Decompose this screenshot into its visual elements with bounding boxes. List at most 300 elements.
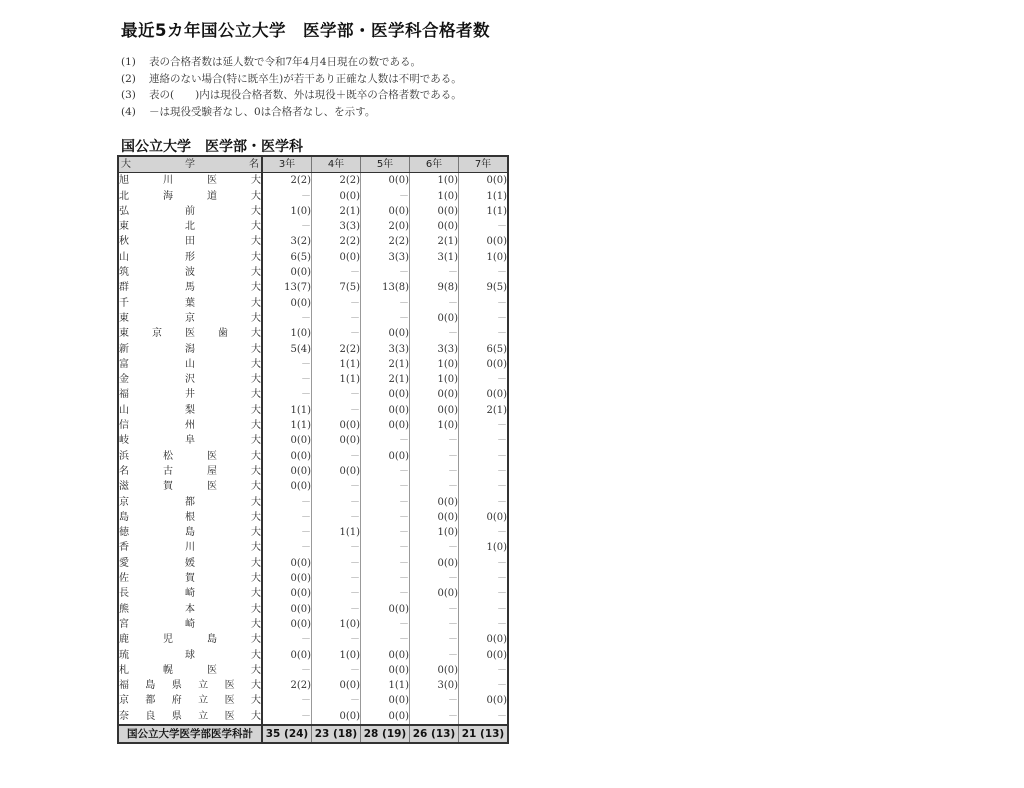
result-cell: 9(8) xyxy=(410,280,459,295)
note-item xyxy=(121,104,462,121)
result-cell: 0(0) xyxy=(361,663,410,678)
result-cell: 0(0) xyxy=(312,189,361,204)
university-name-char: 大 xyxy=(251,588,261,600)
university-name-char: 群 xyxy=(119,282,129,294)
result-cell: － xyxy=(361,556,410,571)
university-name-char: 大 xyxy=(251,420,261,432)
university-name xyxy=(118,571,262,586)
table-row xyxy=(118,663,508,678)
result-cell: 6(5) xyxy=(459,342,509,357)
university-name-char: 大 xyxy=(251,603,261,615)
table-row xyxy=(118,525,508,540)
table-body xyxy=(118,173,508,725)
university-name-char: 山 xyxy=(119,251,129,263)
university-name-char: 大 xyxy=(251,557,261,569)
result-cell: － xyxy=(459,418,509,433)
university-name-char: 島 xyxy=(185,527,195,539)
result-cell: 0(0) xyxy=(459,510,509,525)
note-text: 表の合格者数は延人数で令和7年4月4日現在の数である。 xyxy=(149,56,422,68)
university-name xyxy=(118,357,262,372)
result-cell: 0(0) xyxy=(262,265,312,280)
result-cell: － xyxy=(459,372,509,387)
university-name xyxy=(118,342,262,357)
note-number: (1) xyxy=(121,56,136,68)
university-name-char: 井 xyxy=(185,389,195,401)
result-cell: 2(1) xyxy=(361,357,410,372)
result-cell: － xyxy=(410,632,459,647)
result-cell: 0(0) xyxy=(262,586,312,601)
university-name xyxy=(118,540,262,555)
university-name-char: 大 xyxy=(250,695,261,707)
result-cell: － xyxy=(262,693,312,708)
university-name-char: 県 xyxy=(171,710,182,722)
result-cell: 2(2) xyxy=(312,234,361,249)
result-cell: 0(0) xyxy=(361,387,410,402)
header-name-char: 名 xyxy=(249,159,259,170)
result-cell: 1(0) xyxy=(459,250,509,265)
result-cell: 0(0) xyxy=(312,678,361,693)
result-cell: － xyxy=(410,326,459,341)
result-cell: － xyxy=(312,602,361,617)
result-cell: 13(7) xyxy=(262,280,312,295)
result-cell: 0(0) xyxy=(410,219,459,234)
result-cell: 3(3) xyxy=(410,342,459,357)
result-cell: － xyxy=(312,510,361,525)
result-cell: 3(1) xyxy=(410,250,459,265)
result-cell: 1(1) xyxy=(262,418,312,433)
university-name xyxy=(118,326,262,341)
result-cell: － xyxy=(361,632,410,647)
result-cell: － xyxy=(361,571,410,586)
university-name xyxy=(118,648,262,663)
table-row xyxy=(118,296,508,311)
university-name-char: 名 xyxy=(119,465,129,477)
result-cell: － xyxy=(361,540,410,555)
university-name-char: 東 xyxy=(119,328,129,340)
result-cell: － xyxy=(312,632,361,647)
result-cell: 1(1) xyxy=(459,204,509,219)
column-header-year: 7年 xyxy=(459,156,509,173)
university-name-char: 福 xyxy=(119,389,129,401)
result-cell: 3(3) xyxy=(361,250,410,265)
result-cell: 1(1) xyxy=(361,678,410,693)
university-name-char: 田 xyxy=(185,236,195,248)
result-cell: 0(0) xyxy=(459,234,509,249)
university-name-char: 立 xyxy=(198,710,209,722)
result-cell: － xyxy=(459,433,509,448)
university-name-char: 大 xyxy=(251,634,261,646)
column-header-year: 4年 xyxy=(312,156,361,173)
result-cell: － xyxy=(459,495,509,510)
university-name-char: 大 xyxy=(251,465,261,477)
total-row xyxy=(118,725,508,743)
university-name-char: 大 xyxy=(251,450,261,462)
note-text: 表の( )内は現役合格者数、外は現役＋既卒の合格者数である。 xyxy=(149,89,462,101)
university-name xyxy=(118,495,262,510)
result-cell: 0(0) xyxy=(262,602,312,617)
result-cell: 0(0) xyxy=(410,204,459,219)
table-row xyxy=(118,678,508,693)
university-name-char: 医 xyxy=(207,450,217,462)
table-row xyxy=(118,632,508,647)
result-cell: 0(0) xyxy=(459,387,509,402)
university-name xyxy=(118,586,262,601)
result-cell: － xyxy=(410,479,459,494)
result-cell: － xyxy=(262,510,312,525)
table-row xyxy=(118,342,508,357)
result-cell: 0(0) xyxy=(459,648,509,663)
university-name-char: 徳 xyxy=(119,527,129,539)
table-row xyxy=(118,510,508,525)
university-name xyxy=(118,709,262,725)
result-cell: 0(0) xyxy=(262,556,312,571)
university-name-char: 松 xyxy=(163,450,173,462)
university-name xyxy=(118,403,262,418)
total-label: 国公立大学医学部医学科計 xyxy=(118,725,262,743)
university-name-char: 都 xyxy=(145,695,156,707)
result-cell: 0(0) xyxy=(312,433,361,448)
result-cell: － xyxy=(361,617,410,632)
result-cell: － xyxy=(262,219,312,234)
result-cell: － xyxy=(262,311,312,326)
university-name-char: 大 xyxy=(251,435,261,447)
university-name-char: 賀 xyxy=(185,573,195,585)
result-cell: － xyxy=(361,525,410,540)
result-cell: － xyxy=(459,678,509,693)
university-name-char: 宮 xyxy=(119,618,129,630)
university-name-char: 金 xyxy=(119,374,129,386)
result-cell: － xyxy=(361,265,410,280)
university-name-char: 崎 xyxy=(185,588,195,600)
university-name-char: 浜 xyxy=(119,450,129,462)
university-name-char: 大 xyxy=(251,649,261,661)
result-cell: － xyxy=(459,265,509,280)
result-cell: 0(0) xyxy=(361,449,410,464)
result-cell: － xyxy=(262,387,312,402)
result-cell: 1(1) xyxy=(312,357,361,372)
result-cell: － xyxy=(312,479,361,494)
university-name-char: 琉 xyxy=(119,649,129,661)
result-cell: 0(0) xyxy=(361,326,410,341)
result-cell: 2(0) xyxy=(361,219,410,234)
result-cell: 2(2) xyxy=(312,342,361,357)
result-cell: － xyxy=(361,189,410,204)
university-name-char: 奈 xyxy=(119,710,129,722)
table-row xyxy=(118,387,508,402)
table-row xyxy=(118,648,508,663)
university-name-char: 大 xyxy=(251,190,261,202)
university-name-char: 熊 xyxy=(119,603,129,615)
result-cell: － xyxy=(459,571,509,586)
result-cell: 0(0) xyxy=(459,357,509,372)
university-name-char: 本 xyxy=(185,603,195,615)
result-cell: － xyxy=(361,510,410,525)
result-cell: － xyxy=(361,586,410,601)
university-name-char: 児 xyxy=(163,634,173,646)
result-cell: － xyxy=(459,617,509,632)
note-number: (3) xyxy=(121,89,136,101)
university-name xyxy=(118,663,262,678)
result-cell: 0(0) xyxy=(410,510,459,525)
result-cell: 1(1) xyxy=(312,525,361,540)
table-row xyxy=(118,403,508,418)
university-name-char: 大 xyxy=(250,680,261,692)
result-cell: 0(0) xyxy=(459,173,509,189)
university-name-char: 形 xyxy=(185,251,195,263)
university-name-char: 府 xyxy=(171,695,182,707)
university-name-char: 北 xyxy=(185,221,195,233)
result-cell: 0(0) xyxy=(361,418,410,433)
university-name-char: 沢 xyxy=(185,374,195,386)
result-cell: 2(2) xyxy=(361,234,410,249)
result-cell: 2(1) xyxy=(361,372,410,387)
university-name-char: 島 xyxy=(119,511,129,523)
table-row xyxy=(118,189,508,204)
university-name-char: 大 xyxy=(251,175,261,187)
university-name-char: 京 xyxy=(185,312,195,324)
university-name xyxy=(118,556,262,571)
university-name xyxy=(118,173,262,189)
result-cell: 0(0) xyxy=(410,556,459,571)
university-name-char: 香 xyxy=(119,542,129,554)
result-cell: 2(2) xyxy=(312,173,361,189)
result-cell: － xyxy=(312,296,361,311)
university-name-char: 根 xyxy=(185,511,195,523)
result-cell: 1(0) xyxy=(262,204,312,219)
result-cell: － xyxy=(410,571,459,586)
result-cell: 2(1) xyxy=(459,403,509,418)
university-name-char: 大 xyxy=(251,328,261,340)
result-cell: － xyxy=(410,296,459,311)
header-name-char: 学 xyxy=(185,159,195,170)
result-cell: 0(0) xyxy=(361,403,410,418)
result-cell: 0(0) xyxy=(312,709,361,725)
result-cell: － xyxy=(361,433,410,448)
university-name-char: 愛 xyxy=(119,557,129,569)
table-row xyxy=(118,311,508,326)
result-cell: － xyxy=(262,357,312,372)
result-cell: 5(4) xyxy=(262,342,312,357)
result-cell: － xyxy=(312,403,361,418)
university-name-char: 大 xyxy=(251,282,261,294)
result-cell: 1(0) xyxy=(410,189,459,204)
result-cell: － xyxy=(459,219,509,234)
table-row xyxy=(118,571,508,586)
table-row xyxy=(118,418,508,433)
result-cell: － xyxy=(410,648,459,663)
university-name-char: 大 xyxy=(251,358,261,370)
university-name-char: 川 xyxy=(163,175,173,187)
university-name-char: 長 xyxy=(119,588,129,600)
table-row xyxy=(118,479,508,494)
university-name-char: 古 xyxy=(163,465,173,477)
university-name-char: 東 xyxy=(119,312,129,324)
university-name xyxy=(118,449,262,464)
result-cell: － xyxy=(410,433,459,448)
result-cell: 1(1) xyxy=(459,189,509,204)
table-row xyxy=(118,602,508,617)
result-cell: － xyxy=(312,265,361,280)
result-cell: 1(0) xyxy=(410,173,459,189)
result-cell: － xyxy=(262,540,312,555)
result-cell: 3(0) xyxy=(410,678,459,693)
result-cell: 3(2) xyxy=(262,234,312,249)
university-name xyxy=(118,234,262,249)
result-cell: － xyxy=(262,525,312,540)
result-cell: － xyxy=(312,449,361,464)
result-cell: 1(0) xyxy=(410,357,459,372)
result-cell: － xyxy=(459,296,509,311)
university-name-char: 医 xyxy=(207,481,217,493)
result-cell: － xyxy=(262,372,312,387)
result-cell: 0(0) xyxy=(312,418,361,433)
university-name xyxy=(118,219,262,234)
university-name xyxy=(118,387,262,402)
university-name-char: 葉 xyxy=(185,297,195,309)
table-row xyxy=(118,280,508,295)
university-name-char: 道 xyxy=(207,190,217,202)
result-cell: 2(1) xyxy=(312,204,361,219)
note-number: (4) xyxy=(121,105,136,118)
result-cell: － xyxy=(312,571,361,586)
university-name xyxy=(118,525,262,540)
university-name-char: 鹿 xyxy=(119,634,129,646)
university-name-char: 北 xyxy=(119,190,129,202)
table-row xyxy=(118,173,508,189)
table-row xyxy=(118,204,508,219)
result-cell: － xyxy=(262,189,312,204)
results-table xyxy=(117,155,509,744)
table-row xyxy=(118,709,508,725)
university-name-char: 大 xyxy=(251,542,261,554)
table-row xyxy=(118,556,508,571)
result-cell: 1(0) xyxy=(410,372,459,387)
result-cell: － xyxy=(361,311,410,326)
university-name-char: 弘 xyxy=(119,205,129,217)
note-number: (2) xyxy=(121,72,136,85)
result-cell: － xyxy=(459,311,509,326)
university-name-char: 島 xyxy=(145,680,156,692)
university-name-char: 立 xyxy=(198,695,209,707)
university-name xyxy=(118,296,262,311)
result-cell: － xyxy=(459,709,509,725)
result-cell: － xyxy=(459,602,509,617)
university-name-char: 医 xyxy=(207,175,217,187)
result-cell: 0(0) xyxy=(262,433,312,448)
result-cell: － xyxy=(410,693,459,708)
result-cell: 1(0) xyxy=(410,418,459,433)
result-cell: 1(1) xyxy=(262,403,312,418)
university-name-char: 大 xyxy=(251,205,261,217)
university-name-char: 千 xyxy=(119,297,129,309)
result-cell: － xyxy=(410,602,459,617)
result-cell: 3(3) xyxy=(312,219,361,234)
result-cell: 1(0) xyxy=(312,617,361,632)
column-header-year: 5年 xyxy=(361,156,410,173)
university-name-char: 筑 xyxy=(119,267,129,279)
column-header-year: 6年 xyxy=(410,156,459,173)
university-name-char: 山 xyxy=(185,358,195,370)
table-row xyxy=(118,326,508,341)
university-name xyxy=(118,632,262,647)
result-cell: 1(0) xyxy=(459,540,509,555)
table-row xyxy=(118,540,508,555)
total-value: 28 (19) xyxy=(361,725,410,743)
university-name-char: 大 xyxy=(251,374,261,386)
university-name-char: 梨 xyxy=(185,404,195,416)
result-cell: 2(2) xyxy=(262,678,312,693)
result-cell: 0(0) xyxy=(459,693,509,708)
university-name-char: 州 xyxy=(185,420,195,432)
university-name xyxy=(118,250,262,265)
result-cell: 0(0) xyxy=(410,663,459,678)
table-row xyxy=(118,693,508,708)
table-row xyxy=(118,372,508,387)
university-name-char: 山 xyxy=(119,404,129,416)
university-name-char: 福 xyxy=(119,680,129,692)
university-name-char: 京 xyxy=(152,328,162,340)
result-cell: － xyxy=(410,464,459,479)
university-name xyxy=(118,433,262,448)
university-name xyxy=(118,479,262,494)
result-cell: － xyxy=(459,326,509,341)
university-name-char: 海 xyxy=(163,190,173,202)
note-item xyxy=(121,71,462,88)
result-cell: 1(1) xyxy=(312,372,361,387)
university-name-char: 大 xyxy=(251,251,261,263)
table-row xyxy=(118,357,508,372)
university-name-char: 大 xyxy=(251,389,261,401)
university-name-char: 崎 xyxy=(185,618,195,630)
result-cell: 0(0) xyxy=(262,648,312,663)
page-title: 最近5カ年国公立大学 医学部・医学科合格者数 xyxy=(121,21,490,40)
university-name xyxy=(118,678,262,693)
university-name-char: 富 xyxy=(119,358,129,370)
table-row xyxy=(118,495,508,510)
total-value: 21 (13) xyxy=(459,725,509,743)
university-name-char: 大 xyxy=(251,573,261,585)
university-name xyxy=(118,204,262,219)
result-cell: 7(5) xyxy=(312,280,361,295)
result-cell: 0(0) xyxy=(361,693,410,708)
university-name-char: 大 xyxy=(251,511,261,523)
university-name-char: 屋 xyxy=(207,465,217,477)
university-name-char: 幌 xyxy=(163,664,173,676)
university-name-char: 波 xyxy=(185,267,195,279)
university-name-char: 大 xyxy=(251,618,261,630)
table-row xyxy=(118,219,508,234)
result-cell: － xyxy=(312,663,361,678)
table-row xyxy=(118,464,508,479)
note-item xyxy=(121,87,462,104)
result-cell: 0(0) xyxy=(262,479,312,494)
header-name-char: 大 xyxy=(121,159,131,170)
university-name-char: 岐 xyxy=(119,435,129,447)
university-name-char: 京 xyxy=(119,496,129,508)
result-cell: 0(0) xyxy=(410,586,459,601)
university-name xyxy=(118,418,262,433)
result-cell: － xyxy=(312,326,361,341)
university-name-char: 媛 xyxy=(185,557,195,569)
result-cell: － xyxy=(459,464,509,479)
result-cell: 2(1) xyxy=(410,234,459,249)
university-name xyxy=(118,510,262,525)
result-cell: － xyxy=(361,495,410,510)
university-name-char: 医 xyxy=(224,695,235,707)
university-name-char: 大 xyxy=(251,236,261,248)
university-name-char: 潟 xyxy=(185,343,195,355)
table-row xyxy=(118,617,508,632)
